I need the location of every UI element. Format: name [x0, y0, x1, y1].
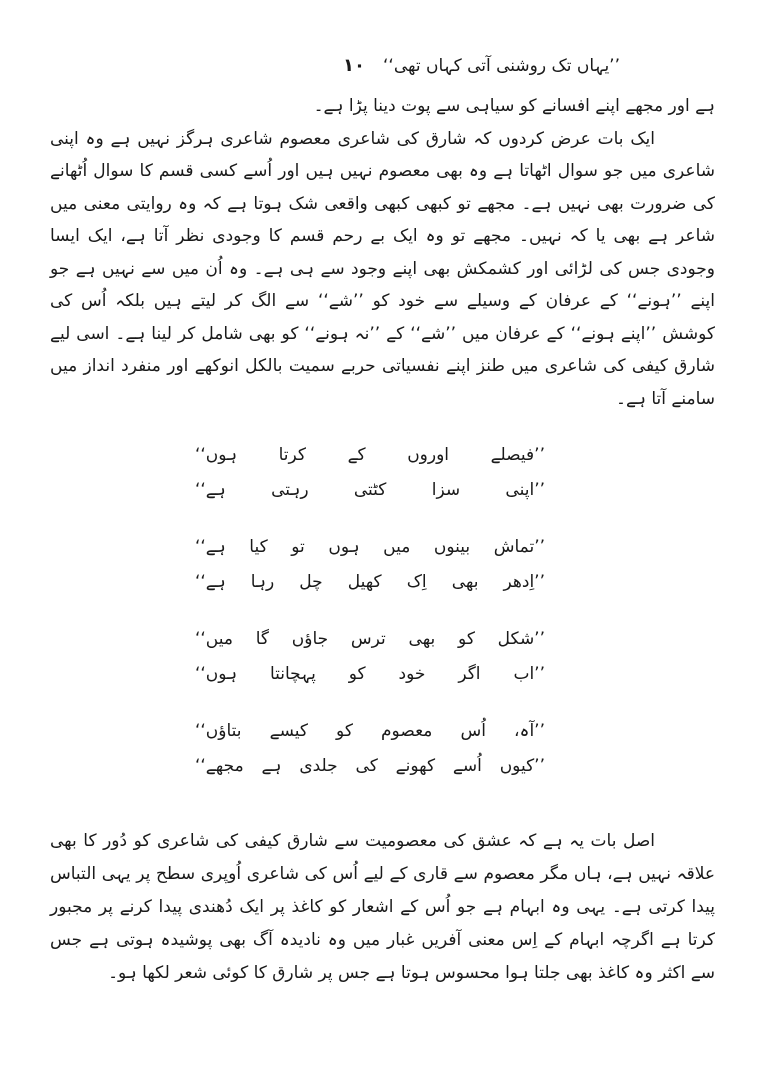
verse-line: ’’شکل کو بھی ترس جاؤں گا میں‘‘ [195, 629, 545, 649]
verse-couplet [195, 714, 545, 784]
verse-line: ’’اِدھر بھی اِک کھیل چل رہا ہے‘‘ [195, 572, 545, 592]
page-number: ۱۰ [343, 54, 366, 76]
paragraph: اصل بات یہ ہے کہ عشق کی معصومیت سے شارق کیفی کی شاعری کو دُور کا بھی علاقہ نہیں ہے، ہاں مگر معصوم سے قاری کے لیے اُس کی شاعری اُوپری سطح پر یہی التباس پیدا کرتی ہے۔ یہی وہ ابہام ہے جو اُس کے اشعار کو کاغذ پر ایک دُھندی پیدا کرنے پر مجبور کرتا ہے اگرچہ ابہام کے اِس معنی آفریں غبار میں وہ نادیدہ آگ بھی پوشیدہ ہوتی ہے جس سے اکثر وہ کاغذ بھی جلتا ہوا محسوس ہوتا ہے جس پر شارق کا کوئی شعر لکھا ہو۔ [50, 831, 715, 983]
verse-line: ’’آہ، اُس معصوم کو کیسے بتاؤں‘‘ [195, 721, 545, 741]
body-text-top [50, 90, 715, 415]
verse-couplet [195, 622, 545, 692]
quoted-verses [195, 438, 545, 806]
paragraph: ایک بات عرض کردوں کہ شارق کی شاعری معصوم شاعری ہرگز نہیں ہے وہ اپنی شاعری میں جو سوال اٹھاتا ہے وہ بھی معصوم نہیں ہیں اور اُسے کسی قسم کا سوال اُٹھانے کی ضرورت بھی نہیں ہے۔ مجھے تو کبھی کبھی واقعی شک ہوتا ہے کہ وہ روایتی معنی میں شاعر ہے بھی یا کہ نہیں۔ مجھے تو وہ ایک بے رحم قسم کا وجودی نظر آتا ہے، ایک ایسا وجودی جس کی لڑائی اور کشمکش بھی اپنے وجود سے ہی ہے۔ وہ اُن میں سے نہیں ہے جو اپنے ’’ہونے‘‘ کے عرفان کے وسیلے سے خود کو ’’شے‘‘ سے الگ کر لیتے ہیں بلکہ اُس کی کوشش ’’اپنے ہونے‘‘ کے عرفان میں ’’شے‘‘ کے ’’نہ ہونے‘‘ کو بھی شامل کر لینا ہے۔ اسی لیے شارق کیفی کی شاعری میں طنز اپنے نفسیاتی حربے سمیت بالکل انوکھے اور منفرد انداز میں سامنے آتا ہے۔ [50, 128, 715, 409]
verse-line: ’’تماش بینوں میں ہوں تو کیا ہے‘‘ [195, 537, 545, 557]
verse-couplet [195, 438, 545, 508]
paragraph: ہے اور مجھے اپنے افسانے کو سیاہی سے پوت دینا پڑا ہے۔ [313, 96, 715, 116]
page-header [300, 50, 620, 80]
verse-line: ’’کیوں اُسے کھونے کی جلدی ہے مجھے‘‘ [195, 756, 545, 776]
body-text-bottom [50, 825, 715, 990]
verse-line: ’’اب اگر خود کو پہچانتا ہوں‘‘ [195, 664, 545, 684]
verse-couplet [195, 530, 545, 600]
verse-line: ’’اپنی سزا کٹتی رہتی ہے‘‘ [195, 480, 545, 500]
verse-line: ’’فیصلے اوروں کے کرتا ہوں‘‘ [195, 445, 545, 465]
running-title: ’’یہاں تک روشنی آتی کہاں تھی‘‘ [383, 55, 620, 76]
